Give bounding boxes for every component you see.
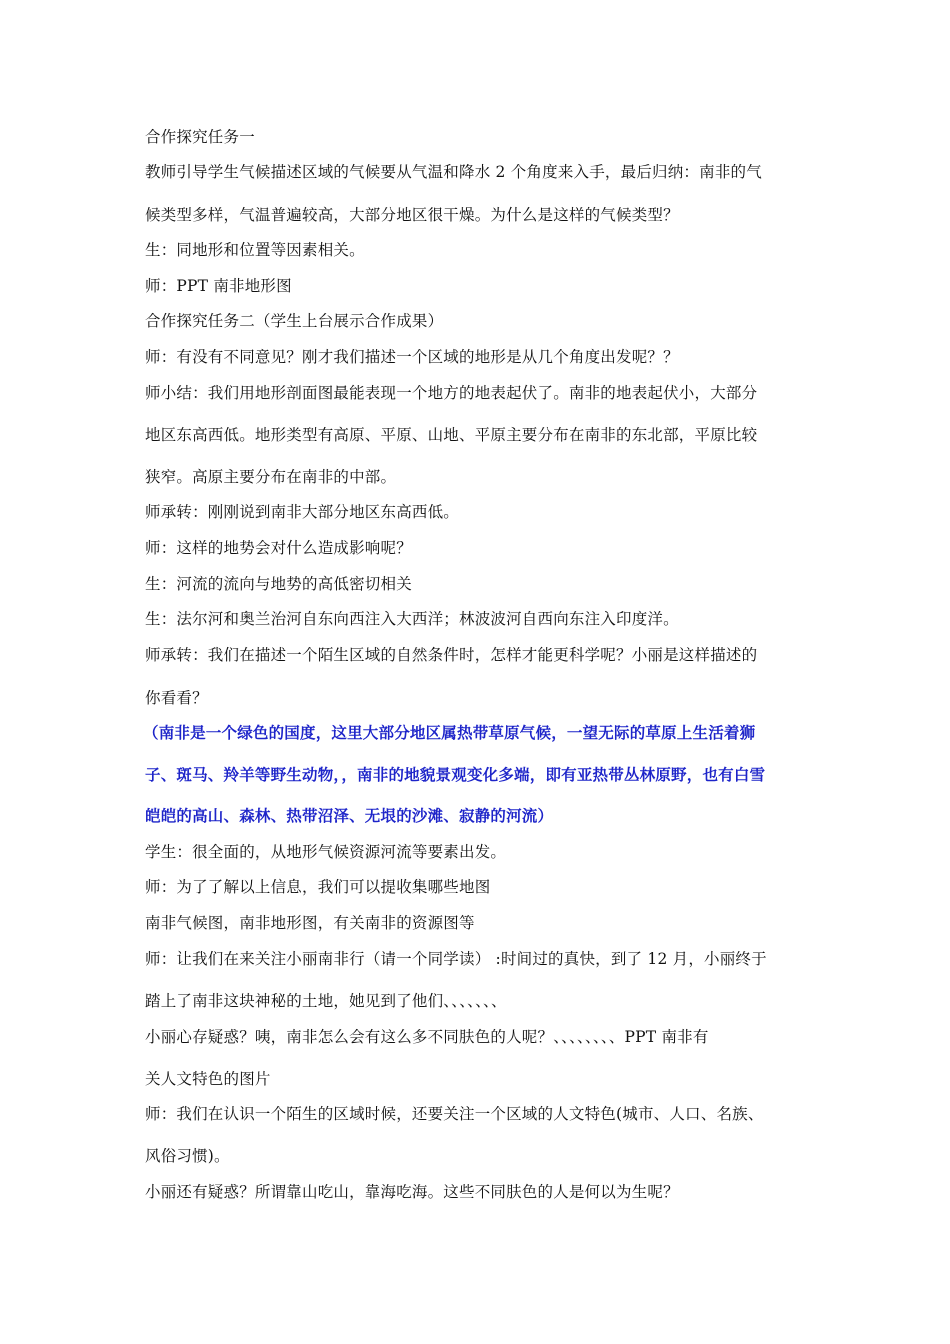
text-line: 师承转：刚刚说到南非大部分地区东高西低。 [145,503,460,521]
text-line: 狭窄。高原主要分布在南非的中部。 [145,468,397,486]
text-line: 师承转：我们在描述一个陌生区域的自然条件时，怎样才能更科学呢？小丽是这样描述的 [145,646,758,664]
text-line: 师：为了了解以上信息，我们可以提收集哪些地图 [145,878,491,896]
text-line: 师：这样的地势会对什么造成影响呢？ [145,539,412,557]
text-line: 风俗习惯)。 [145,1147,230,1165]
text-line: 你看看？ [145,689,208,707]
text-line: 师：PPT 南非地形图 [145,277,292,295]
text-line: 生：河流的流向与地势的高低密切相关 [145,575,412,593]
text-line: 师：有没有不同意见？刚才我们描述一个区域的地形是从几个角度出发呢？？ [145,348,679,366]
text-line: 小丽还有疑惑？所谓靠山吃山，靠海吃海。这些不同肤色的人是何以为生呢？ [145,1183,679,1201]
highlighted-quote-line: （南非是一个绿色的国度，这里大部分地区属热带草原气候，一望无际的草原上生活着狮 [143,724,756,742]
text-line: 教师引导学生气候描述区域的气候要从气温和降水 2 个角度来入手，最后归纳：南非的气 [145,163,762,181]
text-line: 合作探究任务一 [145,128,255,146]
highlighted-quote-line: 子、斑马、羚羊等野生动物，，南非的地貌景观变化多端，即有亚热带丛林原野，也有白雪 [145,766,766,784]
text-line: 小丽心存疑惑？咦，南非怎么会有这么多不同肤色的人呢？、、、、、、、、PPT 南非有 [145,1028,709,1046]
text-line: 地区东高西低。地形类型有高原、平原、山地、平原主要分布在南非的东北部，平原比较 [145,426,758,444]
text-line: 学生：很全面的，从地形气候资源河流等要素出发。 [145,843,507,861]
text-line: 师：让我们在来关注小丽南非行（请一个同学读） :时间过的真快，到了 12 月，小丽终于 [145,950,767,968]
text-line: 南非气候图，南非地形图，有关南非的资源图等 [145,914,475,932]
text-line: 候类型多样，气温普遍较高，大部分地区很干燥。为什么是这样的气候类型？ [145,206,679,224]
highlighted-quote-line: 皑皑的高山、森林、热带沼泽、无垠的沙滩、寂静的河流） [145,807,554,825]
text-line: 生：法尔河和奥兰治河自东向西注入大西洋；林波波河自西向东注入印度洋。 [145,610,679,628]
text-line: 踏上了南非这块神秘的土地，她见到了他们、、、、、、、 [145,992,507,1010]
text-line: 生：同地形和位置等因素相关。 [145,241,365,259]
text-line: 师：我们在认识一个陌生的区域时候，还要关注一个区域的人文特色(城市、人口、名族、 [145,1105,764,1123]
text-line: 师小结：我们用地形剖面图最能表现一个地方的地表起伏了。南非的地表起伏小，大部分 [145,384,758,402]
text-line: 关人文特色的图片 [145,1070,271,1088]
text-line: 合作探究任务二（学生上台展示合作成果） [145,312,444,330]
